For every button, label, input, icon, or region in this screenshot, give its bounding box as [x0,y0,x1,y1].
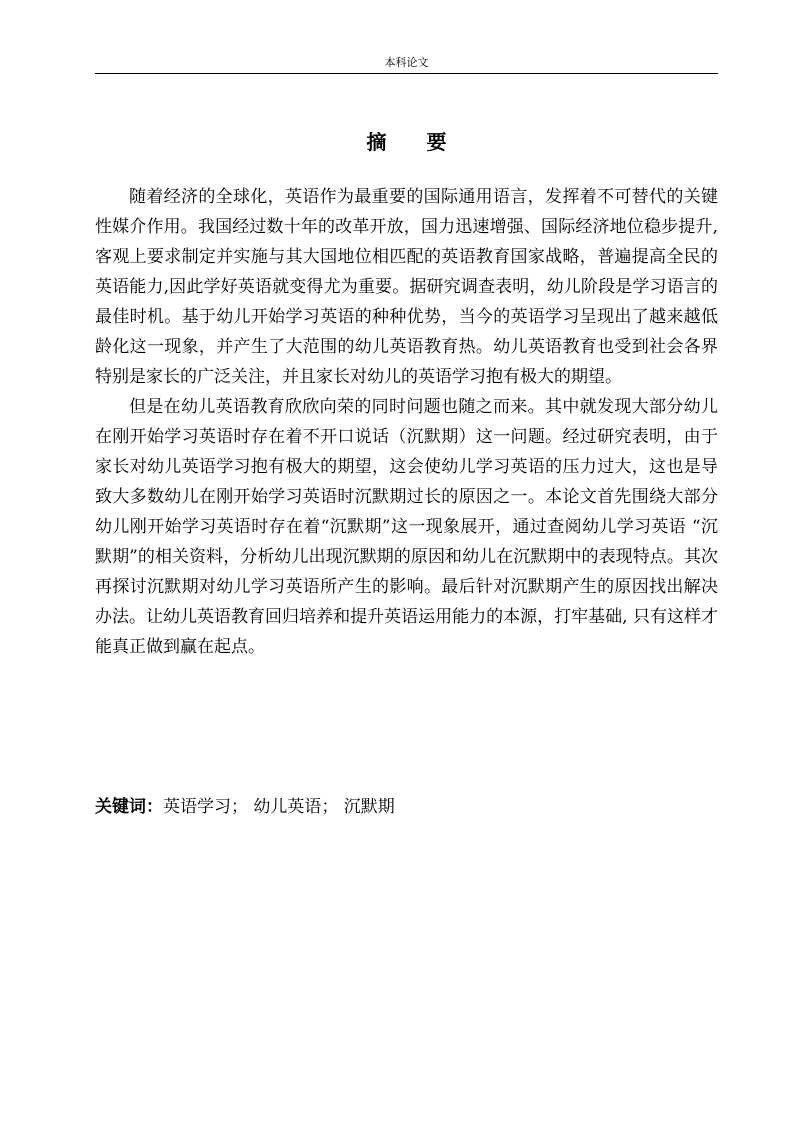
header-rule [95,73,718,74]
abstract-paragraph-1: 随着经济的全球化，英语作为最重要的国际通用语言，发挥着不可替代的关键性媒介作用。我国经过数十年的改革开放，国力迅速增强、国际经济地位稳步提升, 客观上要求制定并实施与其大国地位相匹配的英语教育国家战略，普遍提高全民的英语能力,因此学好英语就变得尤为重要。据研究调查表明，幼儿阶段是学习语言的最佳时机。基于幼儿开始学习英语的种种优势，当今的英语学习呈现出了越来越低龄化这一现象，并产生了大范围的幼儿英语教育热。幼儿英语教育也受到社会各界特别是家长的广泛关注，并且家长对幼儿的英语学习抱有极大的期望。 [95,187,718,387]
running-header: 本科论文 [384,56,429,69]
keywords-line [95,794,718,820]
abstract-title: 摘 要 [366,130,447,154]
abstract-body [95,182,718,662]
keywords-label: 关键词： [95,797,163,817]
abstract-paragraph-2: 但是在幼儿英语教育欣欣向荣的同时问题也随之而来。其中就发现大部分幼儿在刚开始学习英语时存在着不开口说话（沉默期）这一问题。经过研究表明，由于家长对幼儿英语学习抱有极大的期望，这会使幼儿学习英语的压力过大，这也是导致大多数幼儿在刚开始学习英语时沉默期过长的原因之一。本论文首先围绕大部分幼儿刚开始学习英语时存在着“沉默期”这一现象展开，通过查阅幼儿学习英语 “沉默期”的相关资料，分析幼儿出现沉默期的原因和幼儿在沉默期中的表现特点。其次再探讨沉默期对幼儿学习英语所产生的影响。最后针对沉默期产生的原因找出解决办法。让幼儿英语教育回归培养和提升英语运用能力的本源，打牢基础, 只有这样才能真正做到赢在起点。 [95,397,718,657]
keywords-values: 英语学习； 幼儿英语； 沉默期 [163,797,395,817]
